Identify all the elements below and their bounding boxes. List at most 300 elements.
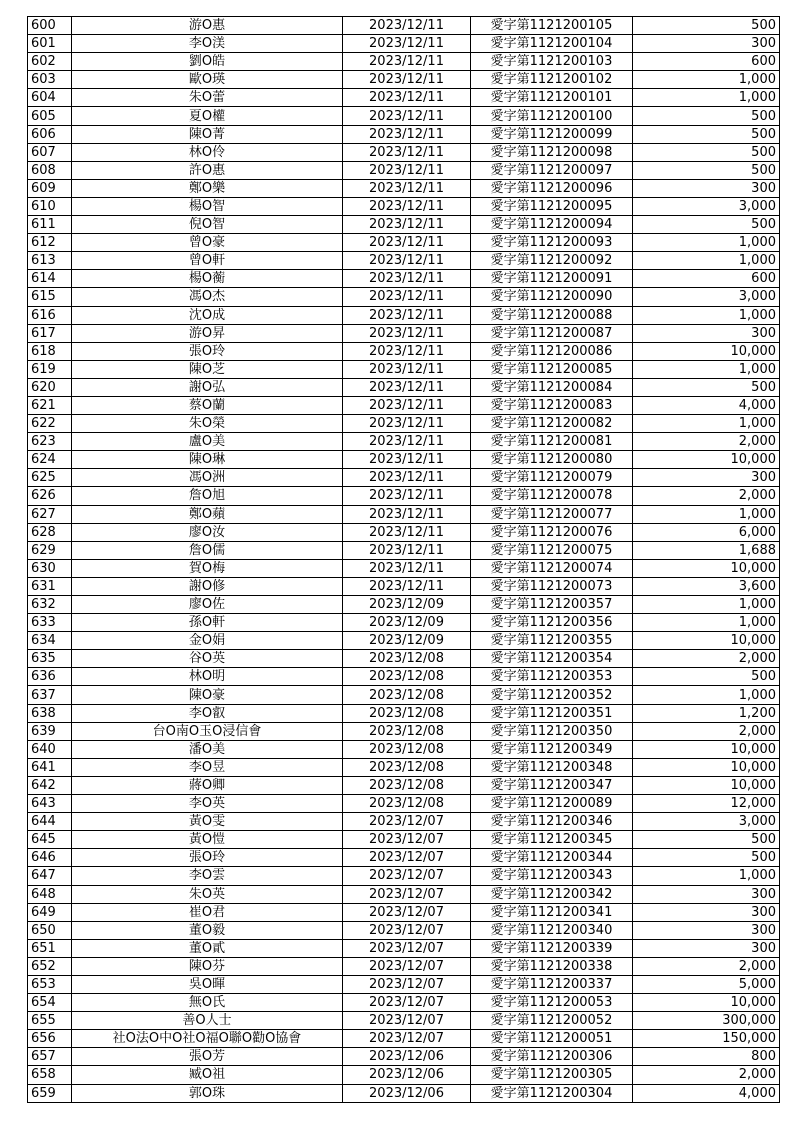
table-row (28, 234, 780, 252)
donation-date-cell: 2023/12/09 (343, 632, 471, 650)
table-row (28, 342, 780, 360)
table-row (28, 813, 780, 831)
donation-date-cell: 2023/12/11 (343, 523, 471, 541)
row-number-cell: 606 (28, 125, 72, 143)
table-row (28, 197, 780, 215)
table-row (28, 686, 780, 704)
amount-cell: 600 (633, 270, 780, 288)
table-row (28, 487, 780, 505)
table-row (28, 831, 780, 849)
table-row (28, 776, 780, 794)
row-number-cell: 618 (28, 342, 72, 360)
donation-date-cell: 2023/12/11 (343, 270, 471, 288)
row-number-cell: 626 (28, 487, 72, 505)
receipt-number-cell: 愛字第1121200096 (471, 179, 633, 197)
donor-name-cell: 詹O儒 (72, 541, 343, 559)
donor-name-cell: 鄭O樂 (72, 179, 343, 197)
donor-name-cell: 善O人士 (72, 1012, 343, 1030)
receipt-number-cell: 愛字第1121200337 (471, 975, 633, 993)
donor-name-cell: 劉O皓 (72, 53, 343, 71)
row-number-cell: 632 (28, 596, 72, 614)
receipt-number-cell: 愛字第1121200087 (471, 324, 633, 342)
receipt-number-cell: 愛字第1121200092 (471, 252, 633, 270)
donation-date-cell: 2023/12/11 (343, 324, 471, 342)
donor-name-cell: 黃O雯 (72, 813, 343, 831)
donor-name-cell: 陳O菁 (72, 125, 343, 143)
receipt-number-cell: 愛字第1121200051 (471, 1030, 633, 1048)
table-row (28, 107, 780, 125)
table-row (28, 415, 780, 433)
receipt-number-cell: 愛字第1121200077 (471, 505, 633, 523)
row-number-cell: 647 (28, 867, 72, 885)
table-row (28, 89, 780, 107)
amount-cell: 500 (633, 831, 780, 849)
donor-name-cell: 潘O美 (72, 740, 343, 758)
receipt-number-cell: 愛字第1121200094 (471, 216, 633, 234)
row-number-cell: 624 (28, 451, 72, 469)
amount-cell: 2,000 (633, 722, 780, 740)
row-number-cell: 617 (28, 324, 72, 342)
donation-date-cell: 2023/12/11 (343, 487, 471, 505)
receipt-number-cell: 愛字第1121200344 (471, 849, 633, 867)
amount-cell: 2,000 (633, 1066, 780, 1084)
donor-name-cell: 馮O洲 (72, 469, 343, 487)
table-row (28, 650, 780, 668)
receipt-number-cell: 愛字第1121200091 (471, 270, 633, 288)
table-row (28, 704, 780, 722)
amount-cell: 150,000 (633, 1030, 780, 1048)
table-row (28, 614, 780, 632)
table-row (28, 668, 780, 686)
row-number-cell: 653 (28, 975, 72, 993)
donation-date-cell: 2023/12/07 (343, 831, 471, 849)
receipt-number-cell: 愛字第1121200075 (471, 541, 633, 559)
row-number-cell: 628 (28, 523, 72, 541)
receipt-number-cell: 愛字第1121200347 (471, 776, 633, 794)
donation-date-cell: 2023/12/11 (343, 559, 471, 577)
table-row (28, 1048, 780, 1066)
donor-name-cell: 陳O芝 (72, 360, 343, 378)
table-row (28, 216, 780, 234)
receipt-number-cell: 愛字第1121200353 (471, 668, 633, 686)
table-row (28, 1066, 780, 1084)
row-number-cell: 605 (28, 107, 72, 125)
receipt-number-cell: 愛字第1121200089 (471, 795, 633, 813)
donor-name-cell: 朱O蕾 (72, 89, 343, 107)
donation-date-cell: 2023/12/11 (343, 415, 471, 433)
amount-cell: 1,000 (633, 686, 780, 704)
donor-name-cell: 李O昱 (72, 758, 343, 776)
row-number-cell: 650 (28, 921, 72, 939)
donation-date-cell: 2023/12/06 (343, 1084, 471, 1102)
receipt-number-cell: 愛字第1121200349 (471, 740, 633, 758)
donor-name-cell: 蔡O蘭 (72, 396, 343, 414)
donation-date-cell: 2023/12/07 (343, 1012, 471, 1030)
receipt-number-cell: 愛字第1121200079 (471, 469, 633, 487)
amount-cell: 10,000 (633, 758, 780, 776)
table-row (28, 71, 780, 89)
donation-date-cell: 2023/12/08 (343, 722, 471, 740)
amount-cell: 1,000 (633, 71, 780, 89)
receipt-number-cell: 愛字第1121200101 (471, 89, 633, 107)
table-row (28, 795, 780, 813)
table-row (28, 288, 780, 306)
donation-date-cell: 2023/12/06 (343, 1048, 471, 1066)
row-number-cell: 636 (28, 668, 72, 686)
receipt-number-cell: 愛字第1121200081 (471, 433, 633, 451)
donation-date-cell: 2023/12/11 (343, 306, 471, 324)
row-number-cell: 642 (28, 776, 72, 794)
donor-name-cell: 游O惠 (72, 17, 343, 35)
receipt-number-cell: 愛字第1121200053 (471, 994, 633, 1012)
donation-date-cell: 2023/12/07 (343, 867, 471, 885)
donor-name-cell: 許O惠 (72, 161, 343, 179)
table-row (28, 849, 780, 867)
donation-date-cell: 2023/12/07 (343, 994, 471, 1012)
amount-cell: 300 (633, 939, 780, 957)
amount-cell: 1,000 (633, 867, 780, 885)
donor-name-cell: 謝O弘 (72, 378, 343, 396)
amount-cell: 10,000 (633, 994, 780, 1012)
table-row (28, 596, 780, 614)
donation-date-cell: 2023/12/11 (343, 577, 471, 595)
receipt-number-cell: 愛字第1121200104 (471, 35, 633, 53)
receipt-number-cell: 愛字第1121200345 (471, 831, 633, 849)
row-number-cell: 657 (28, 1048, 72, 1066)
donor-name-cell: 董O毅 (72, 921, 343, 939)
row-number-cell: 656 (28, 1030, 72, 1048)
receipt-number-cell: 愛字第1121200356 (471, 614, 633, 632)
receipt-number-cell: 愛字第1121200105 (471, 17, 633, 35)
donor-name-cell: 蔣O卿 (72, 776, 343, 794)
receipt-number-cell: 愛字第1121200088 (471, 306, 633, 324)
amount-cell: 500 (633, 107, 780, 125)
donation-date-cell: 2023/12/08 (343, 795, 471, 813)
donor-name-cell: 歐O瑛 (72, 71, 343, 89)
amount-cell: 300 (633, 903, 780, 921)
table-row (28, 903, 780, 921)
row-number-cell: 623 (28, 433, 72, 451)
donor-name-cell: 沈O成 (72, 306, 343, 324)
receipt-number-cell: 愛字第1121200339 (471, 939, 633, 957)
table-row (28, 161, 780, 179)
table-row (28, 433, 780, 451)
table-row (28, 53, 780, 71)
donor-name-cell: 孫O軒 (72, 614, 343, 632)
donation-date-cell: 2023/12/08 (343, 776, 471, 794)
donation-date-cell: 2023/12/07 (343, 813, 471, 831)
row-number-cell: 612 (28, 234, 72, 252)
amount-cell: 1,000 (633, 614, 780, 632)
row-number-cell: 651 (28, 939, 72, 957)
donor-name-cell: 李O叡 (72, 704, 343, 722)
receipt-number-cell: 愛字第1121200100 (471, 107, 633, 125)
amount-cell: 2,000 (633, 487, 780, 505)
table-row (28, 306, 780, 324)
donor-name-cell: 倪O智 (72, 216, 343, 234)
donation-date-cell: 2023/12/07 (343, 921, 471, 939)
donor-name-cell: 無O氏 (72, 994, 343, 1012)
amount-cell: 1,688 (633, 541, 780, 559)
donor-name-cell: 張O玲 (72, 849, 343, 867)
table-row (28, 125, 780, 143)
table-row (28, 1012, 780, 1030)
table-row (28, 957, 780, 975)
row-number-cell: 635 (28, 650, 72, 668)
amount-cell: 10,000 (633, 632, 780, 650)
donor-name-cell: 臧O祖 (72, 1066, 343, 1084)
donor-name-cell: 董O貳 (72, 939, 343, 957)
row-number-cell: 634 (28, 632, 72, 650)
donation-date-cell: 2023/12/11 (343, 125, 471, 143)
receipt-number-cell: 愛字第1121200099 (471, 125, 633, 143)
table-row (28, 885, 780, 903)
table-row (28, 378, 780, 396)
amount-cell: 12,000 (633, 795, 780, 813)
table-row (28, 35, 780, 53)
table-row (28, 143, 780, 161)
donation-date-cell: 2023/12/11 (343, 541, 471, 559)
donation-date-cell: 2023/12/11 (343, 396, 471, 414)
row-number-cell: 639 (28, 722, 72, 740)
row-number-cell: 622 (28, 415, 72, 433)
donor-name-cell: 賀O梅 (72, 559, 343, 577)
amount-cell: 10,000 (633, 559, 780, 577)
receipt-number-cell: 愛字第1121200085 (471, 360, 633, 378)
amount-cell: 4,000 (633, 1084, 780, 1102)
donation-date-cell: 2023/12/11 (343, 216, 471, 234)
table-row (28, 994, 780, 1012)
table-row (28, 451, 780, 469)
table-row (28, 1084, 780, 1102)
amount-cell: 3,000 (633, 813, 780, 831)
amount-cell: 500 (633, 849, 780, 867)
donation-date-cell: 2023/12/09 (343, 596, 471, 614)
amount-cell: 500 (633, 17, 780, 35)
donation-date-cell: 2023/12/06 (343, 1066, 471, 1084)
donation-date-cell: 2023/12/07 (343, 939, 471, 957)
receipt-number-cell: 愛字第1121200355 (471, 632, 633, 650)
row-number-cell: 654 (28, 994, 72, 1012)
donor-name-cell: 曾O豪 (72, 234, 343, 252)
amount-cell: 300 (633, 35, 780, 53)
donation-date-cell: 2023/12/11 (343, 360, 471, 378)
row-number-cell: 643 (28, 795, 72, 813)
row-number-cell: 648 (28, 885, 72, 903)
receipt-number-cell: 愛字第1121200305 (471, 1066, 633, 1084)
donation-date-cell: 2023/12/11 (343, 17, 471, 35)
amount-cell: 500 (633, 668, 780, 686)
row-number-cell: 611 (28, 216, 72, 234)
receipt-number-cell: 愛字第1121200093 (471, 234, 633, 252)
donation-date-cell: 2023/12/11 (343, 252, 471, 270)
receipt-number-cell: 愛字第1121200341 (471, 903, 633, 921)
amount-cell: 1,000 (633, 415, 780, 433)
receipt-number-cell: 愛字第1121200352 (471, 686, 633, 704)
receipt-number-cell: 愛字第1121200338 (471, 957, 633, 975)
receipt-number-cell: 愛字第1121200090 (471, 288, 633, 306)
row-number-cell: 631 (28, 577, 72, 595)
donation-date-cell: 2023/12/08 (343, 704, 471, 722)
receipt-number-cell: 愛字第1121200342 (471, 885, 633, 903)
amount-cell: 1,000 (633, 596, 780, 614)
receipt-number-cell: 愛字第1121200357 (471, 596, 633, 614)
amount-cell: 300 (633, 469, 780, 487)
row-number-cell: 649 (28, 903, 72, 921)
amount-cell: 3,000 (633, 197, 780, 215)
table-row (28, 324, 780, 342)
receipt-number-cell: 愛字第1121200083 (471, 396, 633, 414)
donor-name-cell: 林O明 (72, 668, 343, 686)
donation-date-cell: 2023/12/08 (343, 758, 471, 776)
amount-cell: 300,000 (633, 1012, 780, 1030)
donation-table-body (28, 17, 780, 1103)
receipt-number-cell: 愛字第1121200097 (471, 161, 633, 179)
donation-date-cell: 2023/12/11 (343, 469, 471, 487)
donation-date-cell: 2023/12/07 (343, 903, 471, 921)
row-number-cell: 630 (28, 559, 72, 577)
table-row (28, 179, 780, 197)
row-number-cell: 659 (28, 1084, 72, 1102)
donor-name-cell: 廖O佐 (72, 596, 343, 614)
donation-date-cell: 2023/12/08 (343, 668, 471, 686)
receipt-number-cell: 愛字第1121200074 (471, 559, 633, 577)
donation-date-cell: 2023/12/11 (343, 378, 471, 396)
amount-cell: 6,000 (633, 523, 780, 541)
donor-name-cell: 游O昇 (72, 324, 343, 342)
donation-date-cell: 2023/12/11 (343, 89, 471, 107)
row-number-cell: 638 (28, 704, 72, 722)
donor-name-cell: 馮O杰 (72, 288, 343, 306)
table-row (28, 270, 780, 288)
amount-cell: 3,600 (633, 577, 780, 595)
row-number-cell: 604 (28, 89, 72, 107)
amount-cell: 1,000 (633, 360, 780, 378)
receipt-number-cell: 愛字第1121200343 (471, 867, 633, 885)
row-number-cell: 627 (28, 505, 72, 523)
row-number-cell: 613 (28, 252, 72, 270)
table-row (28, 722, 780, 740)
donor-name-cell: 金O娟 (72, 632, 343, 650)
table-row (28, 469, 780, 487)
table-row (28, 867, 780, 885)
row-number-cell: 621 (28, 396, 72, 414)
donation-date-cell: 2023/12/11 (343, 451, 471, 469)
amount-cell: 500 (633, 125, 780, 143)
donor-name-cell: 社O法O中O社O福O聯O勸O協會 (72, 1030, 343, 1048)
donation-date-cell: 2023/12/11 (343, 53, 471, 71)
donor-name-cell: 廖O汝 (72, 523, 343, 541)
amount-cell: 500 (633, 143, 780, 161)
donor-name-cell: 楊O智 (72, 197, 343, 215)
amount-cell: 800 (633, 1048, 780, 1066)
amount-cell: 5,000 (633, 975, 780, 993)
receipt-number-cell: 愛字第1121200078 (471, 487, 633, 505)
table-row (28, 252, 780, 270)
donation-date-cell: 2023/12/11 (343, 505, 471, 523)
donor-name-cell: 朱O英 (72, 885, 343, 903)
table-row (28, 975, 780, 993)
receipt-number-cell: 愛字第1121200052 (471, 1012, 633, 1030)
table-row (28, 396, 780, 414)
donor-name-cell: 李O雲 (72, 867, 343, 885)
receipt-number-cell: 愛字第1121200350 (471, 722, 633, 740)
donor-name-cell: 谷O英 (72, 650, 343, 668)
donor-name-cell: 張O芳 (72, 1048, 343, 1066)
receipt-number-cell: 愛字第1121200082 (471, 415, 633, 433)
donation-date-cell: 2023/12/11 (343, 234, 471, 252)
receipt-number-cell: 愛字第1121200073 (471, 577, 633, 595)
amount-cell: 10,000 (633, 451, 780, 469)
row-number-cell: 610 (28, 197, 72, 215)
amount-cell: 2,000 (633, 433, 780, 451)
amount-cell: 500 (633, 216, 780, 234)
donation-date-cell: 2023/12/11 (343, 342, 471, 360)
receipt-number-cell: 愛字第1121200103 (471, 53, 633, 71)
row-number-cell: 629 (28, 541, 72, 559)
donation-ledger-page (27, 16, 780, 1103)
donor-name-cell: 陳O琳 (72, 451, 343, 469)
donor-name-cell: 張O玲 (72, 342, 343, 360)
receipt-number-cell: 愛字第1121200095 (471, 197, 633, 215)
donation-date-cell: 2023/12/11 (343, 143, 471, 161)
row-number-cell: 614 (28, 270, 72, 288)
row-number-cell: 607 (28, 143, 72, 161)
donor-name-cell: 詹O旭 (72, 487, 343, 505)
row-number-cell: 615 (28, 288, 72, 306)
table-row (28, 740, 780, 758)
donor-name-cell: 林O伶 (72, 143, 343, 161)
amount-cell: 10,000 (633, 342, 780, 360)
table-row (28, 559, 780, 577)
row-number-cell: 652 (28, 957, 72, 975)
amount-cell: 10,000 (633, 740, 780, 758)
table-row (28, 632, 780, 650)
amount-cell: 3,000 (633, 288, 780, 306)
donor-name-cell: 黃O愷 (72, 831, 343, 849)
table-row (28, 360, 780, 378)
donor-name-cell: 吳O暉 (72, 975, 343, 993)
amount-cell: 300 (633, 921, 780, 939)
amount-cell: 1,200 (633, 704, 780, 722)
table-row (28, 939, 780, 957)
table-row (28, 17, 780, 35)
donor-name-cell: 朱O榮 (72, 415, 343, 433)
row-number-cell: 637 (28, 686, 72, 704)
donor-name-cell: 李O渼 (72, 35, 343, 53)
row-number-cell: 644 (28, 813, 72, 831)
row-number-cell: 641 (28, 758, 72, 776)
table-row (28, 758, 780, 776)
table-row (28, 505, 780, 523)
row-number-cell: 645 (28, 831, 72, 849)
row-number-cell: 646 (28, 849, 72, 867)
receipt-number-cell: 愛字第1121200086 (471, 342, 633, 360)
row-number-cell: 619 (28, 360, 72, 378)
amount-cell: 4,000 (633, 396, 780, 414)
row-number-cell: 600 (28, 17, 72, 35)
donor-name-cell: 謝O修 (72, 577, 343, 595)
donation-date-cell: 2023/12/07 (343, 1030, 471, 1048)
receipt-number-cell: 愛字第1121200306 (471, 1048, 633, 1066)
donation-date-cell: 2023/12/07 (343, 849, 471, 867)
donation-date-cell: 2023/12/11 (343, 433, 471, 451)
table-row (28, 541, 780, 559)
donation-date-cell: 2023/12/11 (343, 35, 471, 53)
donation-date-cell: 2023/12/08 (343, 686, 471, 704)
donor-name-cell: 楊O蘅 (72, 270, 343, 288)
donation-table (27, 16, 780, 1103)
